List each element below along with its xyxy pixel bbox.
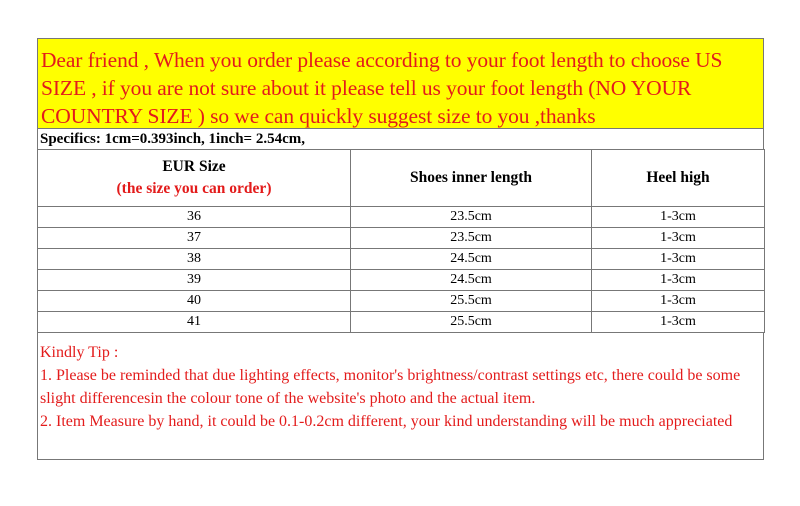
table-header-row — [38, 150, 765, 207]
table-row — [38, 249, 765, 270]
table-row — [38, 228, 765, 249]
conversion-specifics: Specifics: 1cm=0.393inch, 1inch= 2.54cm, — [37, 128, 764, 149]
eur-size-cell: 39 — [38, 270, 351, 291]
inner-length-cell: 24.5cm — [351, 249, 592, 270]
table-row — [38, 312, 765, 333]
heel-high-header: Heel high — [592, 150, 765, 207]
heel-high-cell: 1-3cm — [592, 291, 765, 312]
table-row — [38, 291, 765, 312]
eur-size-cell: 38 — [38, 249, 351, 270]
inner-length-cell: 23.5cm — [351, 228, 592, 249]
size-table — [37, 149, 765, 333]
eur-size-subtitle: (the size you can order) — [116, 180, 272, 197]
size-chart — [37, 38, 764, 460]
inner-length-cell: 24.5cm — [351, 270, 592, 291]
inner-length-cell: 23.5cm — [351, 207, 592, 228]
kindly-tip-section — [37, 333, 764, 460]
tip-title: Kindly Tip : — [40, 344, 119, 361]
heel-high-cell: 1-3cm — [592, 312, 765, 333]
eur-size-header — [38, 150, 351, 207]
eur-size-title: EUR Size — [162, 158, 226, 175]
eur-size-cell: 40 — [38, 291, 351, 312]
inner-length-header: Shoes inner length — [351, 150, 592, 207]
tip-line-1: 1. Please be reminded that due lighting effects, monitor's brightness/contrast settings etc, there could be some slight differencesin the colour tone of the website's photo and the actual item. — [40, 367, 741, 407]
eur-size-cell: 37 — [38, 228, 351, 249]
eur-size-cell: 41 — [38, 312, 351, 333]
heel-high-cell: 1-3cm — [592, 228, 765, 249]
heel-high-cell: 1-3cm — [592, 207, 765, 228]
inner-length-cell: 25.5cm — [351, 291, 592, 312]
inner-length-cell: 25.5cm — [351, 312, 592, 333]
eur-size-cell: 36 — [38, 207, 351, 228]
heel-high-cell: 1-3cm — [592, 270, 765, 291]
tip-line-2: 2. Item Measure by hand, it could be 0.1-0.2cm different, your kind understanding will be much appreciated — [40, 413, 733, 430]
table-row — [38, 207, 765, 228]
table-row — [38, 270, 765, 291]
heel-high-cell: 1-3cm — [592, 249, 765, 270]
order-notice-banner: Dear friend , When you order please according to your foot length to choose US SIZE , if you are not sure about it please tell us your foot length (NO YOUR COUNTRY SIZE ) so we can quickly suggest size to you ,thanks — [37, 38, 764, 128]
